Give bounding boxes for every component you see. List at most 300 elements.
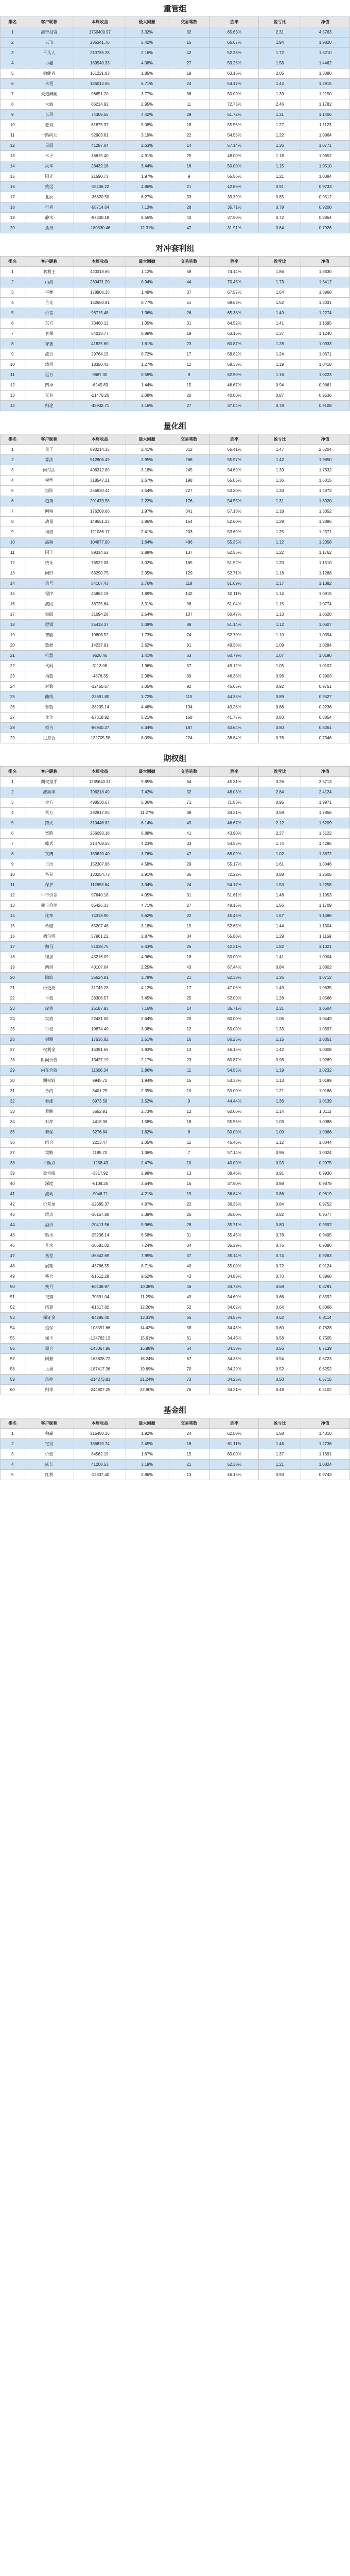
table-cell: 0.9108 xyxy=(301,401,349,411)
table-cell: 46.15% xyxy=(210,1470,259,1480)
table-cell: 老刘 xyxy=(25,120,74,130)
table-cell: -70391.04 xyxy=(74,1292,126,1302)
table-cell: 16 xyxy=(168,1035,209,1045)
table-cell: -6108.25 xyxy=(74,1179,126,1189)
table-cell: 420318.65 xyxy=(74,267,126,277)
table-cell: 1.2736 xyxy=(301,1439,349,1449)
table-row xyxy=(1,1035,350,1045)
table-cell: 148651.23 xyxy=(74,517,126,527)
table-cell: 14 xyxy=(168,141,209,151)
table-cell: 1.0671 xyxy=(301,349,349,360)
table-cell: 24 xyxy=(168,1429,209,1439)
table-cell: 13427.19 xyxy=(74,1055,126,1065)
table-cell: 4.71% xyxy=(126,901,168,911)
table-cell: 0.9752 xyxy=(301,1199,349,1210)
table-cell: 0.92 xyxy=(259,682,301,692)
column-header: 客户昵称 xyxy=(25,767,74,777)
table-cell: 0.79 xyxy=(259,202,301,213)
table-cell: 0.96 xyxy=(259,671,301,682)
table-cell: 1.37 xyxy=(259,329,301,339)
table-cell: 1.25 xyxy=(259,527,301,537)
table-cell: 0.8864 xyxy=(301,213,349,223)
table-cell: 25 xyxy=(168,993,209,1004)
table-cell: 60 xyxy=(1,1385,25,1395)
table-cell: 0.87 xyxy=(259,391,301,401)
table-cell: 49 xyxy=(1,1272,25,1282)
table-cell: 1.1082 xyxy=(301,579,349,589)
table-cell: 68.63% xyxy=(210,298,259,308)
table-cell: 245 xyxy=(168,465,209,476)
table-cell: 1.03 xyxy=(259,1117,301,1127)
column-header: 本周收益 xyxy=(74,257,126,267)
table-cell: 19806.52 xyxy=(74,630,126,640)
table-cell: 48.08% xyxy=(210,787,259,798)
table-cell: 72.22% xyxy=(210,870,259,880)
table-cell: 74308.55 xyxy=(74,110,126,120)
table-cell: 牛市价差 xyxy=(25,890,74,901)
table-cell: 51038.75 xyxy=(74,942,126,952)
table-cell: 10 xyxy=(1,870,25,880)
table-cell: 38 xyxy=(1,1158,25,1168)
table-cell: 3.44% xyxy=(126,161,168,172)
table-cell: 1195.70 xyxy=(74,1148,126,1158)
table-cell: 13 xyxy=(168,1045,209,1055)
table-cell: 5 xyxy=(1,308,25,318)
table-cell: 53.33% xyxy=(210,1076,259,1086)
table-cell: 升水 xyxy=(25,1241,74,1251)
table-cell: 2.88% xyxy=(126,548,168,558)
table-cell: 59 xyxy=(1,1375,25,1385)
table-cell: 1.41 xyxy=(259,952,301,962)
table-cell: 104877.90 xyxy=(74,537,126,548)
table-cell: 45.45% xyxy=(210,1138,259,1148)
table-cell: 0.6252 xyxy=(301,1364,349,1375)
table-cell: 归途 xyxy=(25,401,74,411)
table-cell: 74318.90 xyxy=(74,911,126,921)
table-row xyxy=(1,308,350,318)
table-cell: 34.21% xyxy=(210,808,259,818)
table-cell: 0.85 xyxy=(259,192,301,202)
table-cell: 8 xyxy=(1,99,25,110)
table-cell: 50.00% xyxy=(210,1024,259,1035)
table-cell: 48.00% xyxy=(210,151,259,161)
table-cell: 1.97% xyxy=(126,172,168,182)
table-row xyxy=(1,496,350,506)
table-cell: 53.69% xyxy=(210,527,259,537)
table-cell: 1.18 xyxy=(259,151,301,161)
table-cell: 11 xyxy=(168,1065,209,1076)
table-cell: 云飞 xyxy=(25,38,74,48)
table-cell: 45.65% xyxy=(210,682,259,692)
table-cell: 1.0510 xyxy=(301,161,349,172)
table-cell: 1.4295 xyxy=(301,839,349,849)
column-header: 盈亏比 xyxy=(259,17,301,27)
table-cell: 2.67% xyxy=(126,476,168,486)
table-cell: 0.5715 xyxy=(301,1375,349,1385)
table-cell: 28 xyxy=(168,1220,209,1230)
table-cell: 55.97% xyxy=(210,455,259,465)
table-cell: 价差 xyxy=(25,308,74,318)
table-cell: 1.0308 xyxy=(301,1045,349,1055)
table-cell: 15 xyxy=(168,1449,209,1460)
table-cell: 3.54% xyxy=(126,486,168,496)
table-cell: 27 xyxy=(1,1045,25,1055)
table-cell: 归零 xyxy=(25,1385,74,1395)
table-cell: 1.0904 xyxy=(301,952,349,962)
table-cell: 35624.81 xyxy=(74,973,126,983)
table-cell: 35.00% xyxy=(210,1261,259,1272)
table-cell: -1268.43 xyxy=(74,1158,126,1168)
table-cell: 1.0397 xyxy=(301,1024,349,1035)
table-cell: 35.71% xyxy=(210,1220,259,1230)
table-cell: 期权猎手 xyxy=(25,777,74,787)
table-cell: 1.5122 xyxy=(301,828,349,839)
table-cell: 31 xyxy=(1,1086,25,1096)
table-cell: 16 xyxy=(1,931,25,942)
table-row xyxy=(1,151,350,161)
column-header: 净值 xyxy=(301,1418,349,1429)
column-header: 胜率 xyxy=(210,1418,259,1429)
table-cell: 2.05% xyxy=(126,1138,168,1148)
section-title: 期权组 xyxy=(163,755,187,763)
column-header: 最大回撤 xyxy=(126,257,168,267)
table-row xyxy=(1,1282,350,1292)
table-cell: 5 xyxy=(1,818,25,828)
table-cell: 1.36 xyxy=(259,141,301,151)
table-cell: 41 xyxy=(1,1189,25,1199)
table-cell: 3.64% xyxy=(126,1179,168,1189)
table-cell: 318547.21 xyxy=(74,476,126,486)
table-cell: 55.88% xyxy=(210,931,259,942)
table-cell: 29 xyxy=(1,1065,25,1076)
table-cell: 38.84% xyxy=(210,733,259,743)
table-cell: 1.15 xyxy=(259,599,301,609)
table-cell: 月光 xyxy=(25,298,74,308)
table-cell: 47 xyxy=(168,223,209,233)
table-cell: 210785.28 xyxy=(74,48,126,58)
table-cell: 49.38% xyxy=(210,640,259,651)
table-cell: -43786.55 xyxy=(74,1261,126,1272)
table-cell: 1.2258 xyxy=(301,880,349,890)
table-row xyxy=(1,733,350,743)
table-cell: 14237.91 xyxy=(74,640,126,651)
table-cell: 1.20 xyxy=(259,558,301,568)
table-row xyxy=(1,849,350,859)
table-cell: 34.62% xyxy=(210,1302,259,1313)
table-cell: 因子 xyxy=(25,548,74,558)
table-cell: 35.71% xyxy=(210,1004,259,1014)
table-row xyxy=(1,213,350,223)
table-cell: 12.31% xyxy=(126,223,168,233)
table-cell: 2.16% xyxy=(126,48,168,58)
table-cell: 406312.80 xyxy=(74,465,126,476)
table-cell: 44.44% xyxy=(210,1096,259,1107)
table-cell: 49.12% xyxy=(210,661,259,671)
table-cell: 38.46% xyxy=(210,1168,259,1179)
table-cell: 0.62 xyxy=(259,1313,301,1323)
table-cell: 50.00% xyxy=(210,1107,259,1117)
table-cell: -97300.18 xyxy=(74,213,126,223)
table-cell: 套利王 xyxy=(25,267,74,277)
table-row xyxy=(1,277,350,287)
table-cell: 9.85% xyxy=(126,777,168,787)
table-cell: 18 xyxy=(168,1439,209,1449)
table-row xyxy=(1,713,350,723)
table-cell: 1.58 xyxy=(259,58,301,69)
table-row xyxy=(1,1148,350,1158)
table-cell: 2.39% xyxy=(126,1086,168,1096)
table-cell: 0.94% xyxy=(126,277,168,287)
table-cell: 1.0964 xyxy=(301,130,349,141)
table-row xyxy=(1,973,350,983)
table-cell: 17 xyxy=(168,349,209,360)
column-header: 盈亏比 xyxy=(259,257,301,267)
table-cell: 14 xyxy=(1,161,25,172)
table-cell: 0.58 xyxy=(259,1333,301,1344)
table-row xyxy=(1,1055,350,1065)
table-cell: -3517.92 xyxy=(74,1168,126,1179)
table-row xyxy=(1,1385,350,1395)
table-cell: 37 xyxy=(168,1251,209,1261)
table-cell: 0.8592 xyxy=(301,1292,349,1302)
table-cell: 64 xyxy=(168,1344,209,1354)
table-cell: 1.0824 xyxy=(301,1460,349,1470)
table-cell: 1.0771 xyxy=(301,141,349,151)
table-cell: 0.9263 xyxy=(301,1251,349,1261)
table-cell: 成长 xyxy=(25,1460,74,1470)
table-row xyxy=(1,38,350,48)
table-cell: 1.18 xyxy=(259,506,301,517)
table-cell: 2 xyxy=(1,1439,25,1449)
column-header: 交易笔数 xyxy=(168,1418,209,1429)
table-cell: 134 xyxy=(168,702,209,713)
table-cell: 92 xyxy=(168,682,209,692)
table-cell: 1.0232 xyxy=(301,1065,349,1076)
table-cell: 1.2058 xyxy=(301,537,349,548)
table-cell: 52903.61 xyxy=(74,130,126,141)
table-cell: 2.35% xyxy=(126,568,168,579)
column-header: 本周收益 xyxy=(74,1418,126,1429)
table-cell: 价差单 xyxy=(25,1199,74,1210)
table-cell: -94286.40 xyxy=(74,1313,126,1323)
table-cell: 63.16% xyxy=(210,329,259,339)
table-cell: 定投 xyxy=(25,1439,74,1449)
table-cell: -163828.72 xyxy=(74,1354,126,1364)
table-cell: 15 xyxy=(168,1076,209,1086)
table-cell: 1.6015 xyxy=(301,476,349,486)
table-cell: 54.17% xyxy=(210,880,259,890)
table-cell: 4.91% xyxy=(126,151,168,161)
table-cell: 0.8368 xyxy=(301,1302,349,1313)
table-row xyxy=(1,839,350,849)
table-cell: 永恒 xyxy=(25,79,74,89)
table-cell: 4.87% xyxy=(126,1199,168,1210)
table-cell: 1.9820 xyxy=(301,38,349,48)
table-cell: 1.1762 xyxy=(301,548,349,558)
table-cell: 19.69% xyxy=(126,1364,168,1375)
table-cell: 0.64 xyxy=(259,223,301,233)
table-cell: 17 xyxy=(1,192,25,202)
table-cell: 36 xyxy=(168,870,209,880)
table-cell: -132705.58 xyxy=(74,733,126,743)
table-cell: 9 xyxy=(1,527,25,537)
table-cell: 曲线 xyxy=(25,692,74,702)
table-cell: 2.54% xyxy=(126,609,168,620)
table-cell: 41.77% xyxy=(210,713,259,723)
table-row xyxy=(1,1220,350,1230)
table-cell: 13 xyxy=(1,391,25,401)
table-row xyxy=(1,1086,350,1096)
table-row xyxy=(1,1460,350,1470)
table-cell: 1.0066 xyxy=(301,1127,349,1138)
table-cell: 1.27 xyxy=(259,120,301,130)
table-cell: 0.80 xyxy=(259,1220,301,1230)
table-cell: 风控 xyxy=(25,1375,74,1385)
column-header: 客户昵称 xyxy=(25,257,74,267)
table-cell: 27 xyxy=(168,901,209,911)
table-cell: 看跌 xyxy=(25,1107,74,1117)
table-cell: 1.9850 xyxy=(301,455,349,465)
table-cell: 47.06% xyxy=(210,983,259,993)
table-cell: 1.0652 xyxy=(301,151,349,161)
table-cell: 45862.19 xyxy=(74,589,126,599)
table-cell: 德尔塔 xyxy=(25,931,74,942)
table-cell: 1.35 xyxy=(259,973,301,983)
table-cell: 52 xyxy=(168,1302,209,1313)
table-cell: 追保 xyxy=(25,1323,74,1333)
table-cell: 27 xyxy=(1,713,25,723)
table-cell: 14 xyxy=(1,911,25,921)
table-cell: 19 xyxy=(1,962,25,973)
table-cell: 1.15 xyxy=(259,161,301,172)
table-cell: 187 xyxy=(168,723,209,733)
table-cell: 1.0915 xyxy=(301,589,349,599)
table-cell: 强平 xyxy=(25,1333,74,1344)
table-cell: 清风 xyxy=(25,360,74,370)
table-row xyxy=(1,661,350,671)
table-cell: 7.16% xyxy=(126,1004,168,1014)
table-row xyxy=(1,859,350,870)
table-cell: 0.58% xyxy=(126,370,168,380)
table-cell: 72.73% xyxy=(210,99,259,110)
table-cell: 51.14% xyxy=(210,620,259,630)
table-cell: 41208.53 xyxy=(74,1460,126,1470)
table-cell: 51 xyxy=(168,298,209,308)
table-cell: 33 xyxy=(1,1107,25,1117)
table-cell: 1.0933 xyxy=(301,339,349,349)
table-cell: 熊市价差 xyxy=(25,901,74,911)
table-cell: 51.04% xyxy=(210,599,259,609)
table-cell: 24 xyxy=(1,682,25,692)
table-cell: 23 xyxy=(1,1004,25,1014)
table-cell: 小鑫 xyxy=(25,58,74,69)
table-cell: 96 xyxy=(168,599,209,609)
table-cell: 52.11% xyxy=(210,589,259,599)
table-cell: 130254.73 xyxy=(74,870,126,880)
table-cell: 卖方 xyxy=(25,798,74,808)
table-cell: 13 xyxy=(1,151,25,161)
table-cell: 1.1510 xyxy=(301,558,349,568)
table-row xyxy=(1,630,350,640)
table-cell: 1.42 xyxy=(259,455,301,465)
table-cell: 10 xyxy=(1,537,25,548)
table-cell: 52.38% xyxy=(210,48,259,58)
table-cell: 1.0190 xyxy=(301,651,349,661)
table-row xyxy=(1,787,350,798)
table-cell: 逻辑 xyxy=(25,620,74,630)
table-row xyxy=(1,339,350,349)
table-cell: 5 xyxy=(1,69,25,79)
table-cell: 51.72% xyxy=(210,110,259,120)
table-cell: 11 xyxy=(1,548,25,558)
table-cell: 176208.66 xyxy=(74,506,126,517)
table-cell: 1.0384 xyxy=(301,172,349,182)
table-cell: 7 xyxy=(1,89,25,99)
table-cell: 策略 xyxy=(25,1148,74,1158)
table-cell: 256930.44 xyxy=(74,486,126,496)
table-cell: 历史波 xyxy=(25,983,74,993)
table-cell: 55.56% xyxy=(210,1117,259,1127)
table-cell: 1.36% xyxy=(126,308,168,318)
table-row xyxy=(1,1158,350,1168)
table-cell: 0.7346 xyxy=(301,733,349,743)
column-header: 最大回撤 xyxy=(126,434,168,445)
table-row xyxy=(1,267,350,277)
table-cell: 34.33% xyxy=(210,1354,259,1364)
table-cell: 19 xyxy=(168,921,209,931)
table-cell: 28 xyxy=(1,1055,25,1065)
table-cell: 19 xyxy=(168,69,209,79)
table-cell: 2.98% xyxy=(126,1168,168,1179)
table-cell: 52.71% xyxy=(210,568,259,579)
table-cell: 44.35% xyxy=(210,692,259,702)
table-cell: 43 xyxy=(1,1210,25,1220)
table-cell: 0.9930 xyxy=(301,1168,349,1179)
table-cell: 8.55% xyxy=(126,213,168,223)
column-header: 客户昵称 xyxy=(25,434,74,445)
table-cell: 35.71% xyxy=(210,202,259,213)
table-cell: 56.25% xyxy=(210,1035,259,1045)
column-header: 盈亏比 xyxy=(259,767,301,777)
table-cell: 31745.28 xyxy=(74,983,126,993)
table-cell: 118 xyxy=(168,579,209,589)
table-cell: 程序 xyxy=(25,589,74,599)
table-cell: 66.67% xyxy=(210,38,259,48)
column-header: 本周收益 xyxy=(74,767,126,777)
column-header: 盈亏比 xyxy=(259,434,301,445)
table-cell: 1.0102 xyxy=(301,661,349,671)
table-cell: 25 xyxy=(1,692,25,702)
table-cell: 55.56% xyxy=(210,172,259,182)
table-row xyxy=(1,640,350,651)
table-cell: 11608.34 xyxy=(74,1065,126,1076)
table-cell: 4.23% xyxy=(126,839,168,849)
table-cell: 2.31 xyxy=(259,27,301,38)
table-cell: 0.86 xyxy=(259,1189,301,1199)
table-cell: 11 xyxy=(1,880,25,890)
table-cell: 1.21 xyxy=(259,1460,301,1470)
table-row xyxy=(1,69,350,79)
table-row xyxy=(1,911,350,921)
table-row xyxy=(1,1199,350,1210)
table-cell: 1 xyxy=(1,27,25,38)
table-cell: 2.22% xyxy=(126,496,168,506)
table-cell: 0.8968 xyxy=(301,1272,349,1282)
table-cell: 1.18 xyxy=(259,568,301,579)
column-header: 最大回撤 xyxy=(126,17,168,27)
table-cell: 1.52 xyxy=(259,298,301,308)
table-cell: 高频 xyxy=(25,537,74,548)
